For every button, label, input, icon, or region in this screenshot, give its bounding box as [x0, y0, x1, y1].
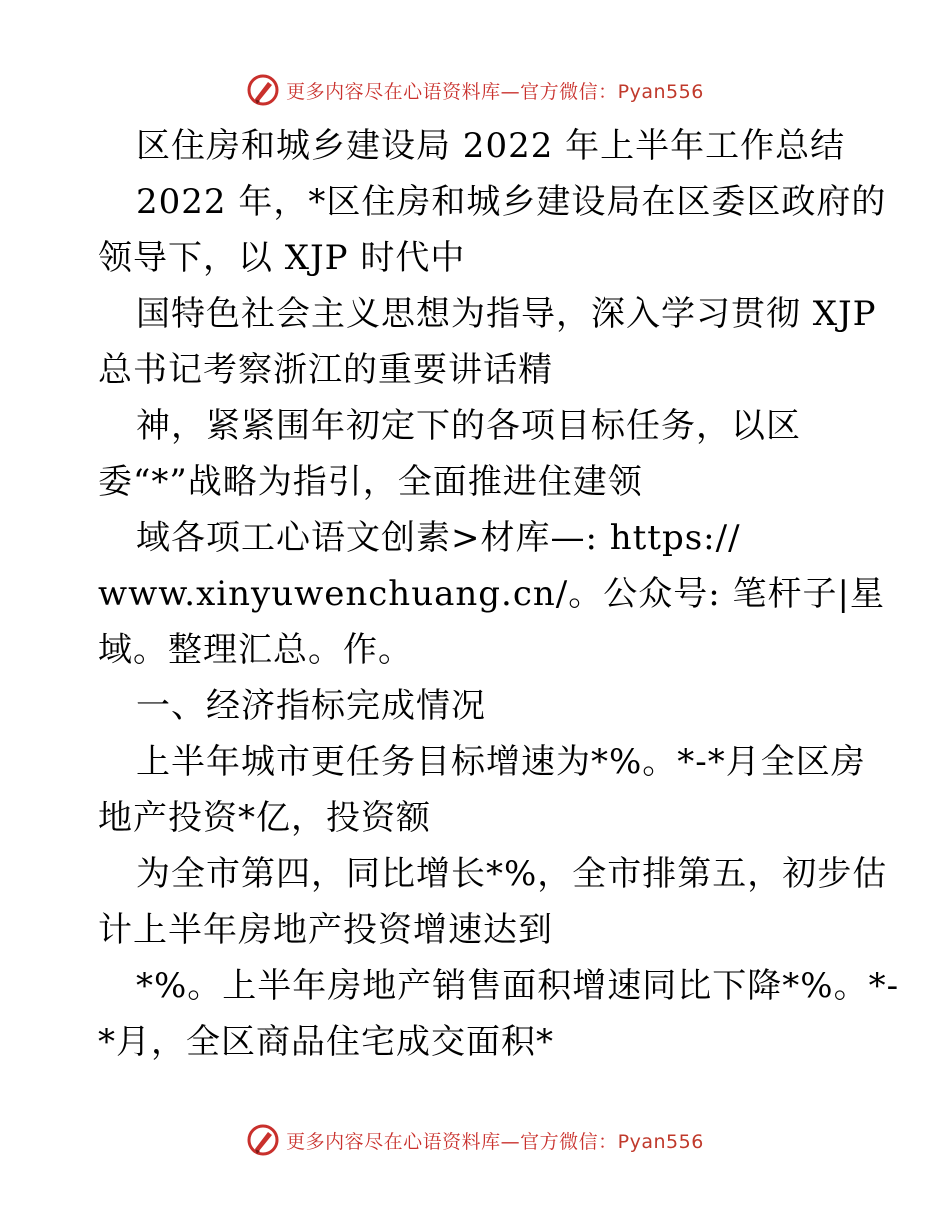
paragraph-line: 总书记考察浙江的重要讲话精	[98, 350, 553, 390]
banner-wechat-id: Pyan556	[617, 1130, 704, 1153]
banner-label: 更多内容尽在心语资料库—官方微信：	[286, 80, 618, 103]
header-banner-inner	[246, 73, 704, 107]
pen-circle-logo-icon	[246, 1123, 280, 1157]
banner-text	[286, 77, 704, 104]
paragraph-line: 地产投资*亿，投资额	[98, 798, 431, 838]
paragraph-line: 2022 年，*区住房和城乡建设局在区委区政府的	[136, 182, 887, 222]
document-body	[98, 118, 900, 1070]
paragraph-line: 上半年城市更任务目标增速为*%。*-*月全区房	[136, 742, 866, 782]
paragraph-line: www.xinyuwenchuang.cn/。公众号: 笔杆子|星	[98, 574, 885, 614]
footer-banner-inner	[246, 1123, 704, 1157]
paragraph-line: 区住房和城乡建设局 2022 年上半年工作总结	[136, 126, 846, 166]
paragraph-line: 神，紧紧围年初定下的各项目标任务，以区	[136, 406, 801, 446]
banner-label: 更多内容尽在心语资料库—官方微信：	[286, 1130, 618, 1153]
paragraph-line: 计上半年房地产投资增速达到	[98, 910, 553, 950]
paragraph-line: 域各项工心语文创素>材库—: https://	[136, 518, 741, 558]
paragraph-line: 域。整理汇总。作。	[98, 630, 413, 670]
paragraph-line: *%。上半年房地产销售面积增速同比下降*%。*-	[136, 966, 900, 1006]
banner-text	[286, 1127, 704, 1154]
paragraph-line: 为全市第四，同比增长*%，全市排第五，初步估	[136, 854, 888, 894]
pen-circle-logo-icon	[246, 73, 280, 107]
header-banner	[0, 70, 950, 110]
paragraph-line: 领导下，以 XJP 时代中	[98, 238, 466, 278]
paragraph-line: 委“*”战略为指引，全面推进住建领	[98, 462, 643, 502]
footer-banner	[0, 1120, 950, 1160]
banner-wechat-id: Pyan556	[617, 80, 704, 103]
paragraph-line: *月，全区商品住宅成交面积*	[98, 1022, 554, 1062]
paragraph-line: 一、经济指标完成情况	[136, 686, 486, 726]
paragraph-line: 国特色社会主义思想为指导，深入学习贯彻 XJP	[136, 294, 877, 334]
